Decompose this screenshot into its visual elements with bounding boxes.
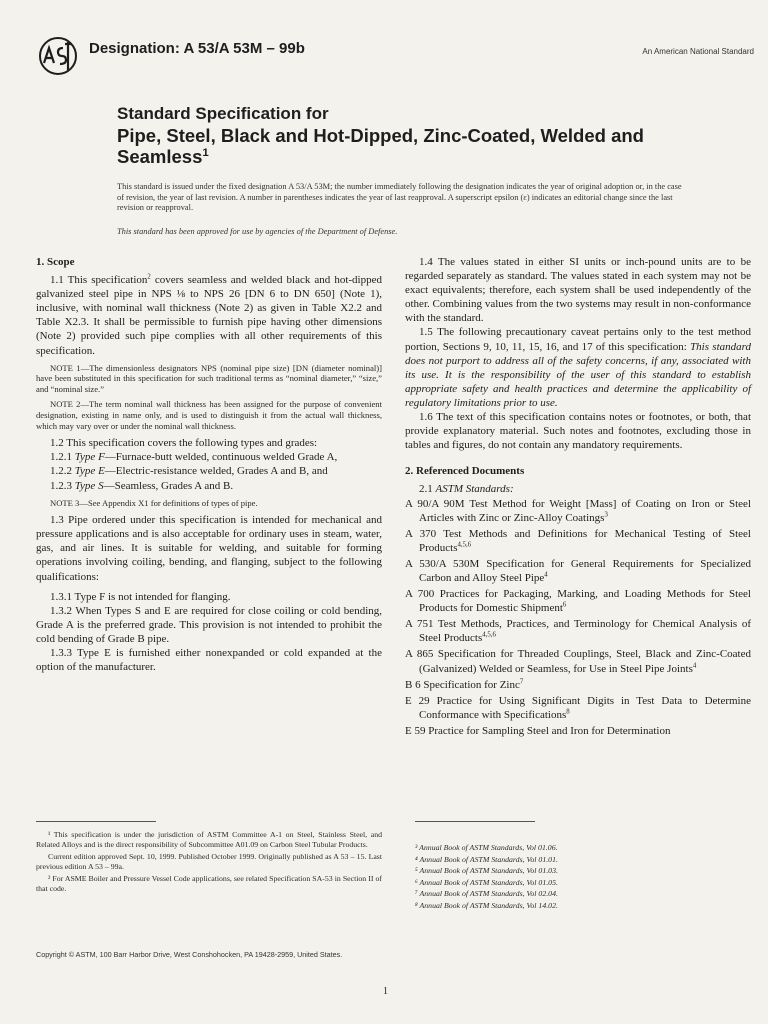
paragraph-1-3-1: 1.3.1 Type F is not intended for flanging. xyxy=(50,590,231,603)
reference-item xyxy=(405,724,751,738)
title-line1: Standard Specification for xyxy=(117,104,329,123)
paragraph-text: 1.2.1 xyxy=(50,451,75,464)
reference-item xyxy=(405,647,751,675)
designation: Designation: A 53/A 53M – 99b xyxy=(89,40,305,57)
footnotes-right xyxy=(415,842,745,912)
reference-footnote-mark: 3 xyxy=(604,510,608,518)
paragraph-1-2-1 xyxy=(36,450,382,464)
astm-standards-label: ASTM Standards: xyxy=(435,483,514,496)
paragraph-text: —Electric-resistance welded, Grades A and B, and xyxy=(104,465,328,478)
paragraph-1-4: 1.4 The values stated in either SI units or inch-pound units are to be regarded separately as standard. The values stated in each system may not be exact equivalents; therefore, each system shall be used independently of the other. Combining values from the two systems may result in non-conformance with the standard. xyxy=(405,256,751,325)
reference-text: E 29 Practice for Using Significant Digits in Test Data to Determine Conformance with Specifications xyxy=(405,694,751,721)
reference-text: A 751 Test Methods, Practices, and Terminology for Chemical Analysis of Steel Products xyxy=(405,618,751,645)
approved-statement: This standard has been approved for use by agencies of the Department of Defense. xyxy=(117,227,398,236)
reference-footnote-mark: 8 xyxy=(566,708,570,716)
footnote-1-edition: Current edition approved Sept. 10, 1999. Published October 1999. Originally published as A 53 – 15. Last previous edition A 53 – 99a. xyxy=(36,852,382,871)
page-number: 1 xyxy=(383,986,388,997)
reference-text: A 530/A 530M Specification for General Requirements for Specialized Carbon and Alloy Steel Pipe xyxy=(405,557,751,584)
right-column xyxy=(405,255,751,740)
note-3: NOTE 3—See Appendix X1 for definitions of types of pipe. xyxy=(50,497,258,508)
paragraph-1-1 xyxy=(36,273,382,358)
paragraph-text: —Furnace-butt welded, continuous welded Grade A, xyxy=(104,451,338,464)
footnote-5: ⁵ Annual Book of ASTM Standards, Vol 01.03. xyxy=(415,866,558,876)
reference-item xyxy=(405,527,751,555)
paragraph-1-2-2 xyxy=(36,464,382,478)
footnote-6: ⁶ Annual Book of ASTM Standards, Vol 01.05. xyxy=(415,877,558,887)
copyright: Copyright © ASTM, 100 Barr Harbor Drive, West Conshohocken, PA 19428-2959, United States. xyxy=(36,950,343,959)
reference-footnote-mark: 4,5,6 xyxy=(457,541,472,549)
footnote-divider xyxy=(36,821,156,822)
reference-item xyxy=(405,694,751,722)
safety-caveat: This standard does not purport to address all of the safety concerns, if any, associated with its use. It is the responsibility of the user of this standard to establish appropriate safety and health practices and determine the applicability of regulatory limitations prior to use. xyxy=(405,340,751,409)
type-label: Type S xyxy=(74,479,104,492)
type-label: Type E xyxy=(74,465,105,478)
reference-footnote-mark: 6 xyxy=(562,601,567,609)
paragraph-1-3-3: 1.3.3 Type E is furnished either nonexpanded or cold expanded at the option of the manufacturer. xyxy=(36,647,382,674)
title-block xyxy=(117,104,737,167)
footnote-mark: 2 xyxy=(147,273,151,281)
reference-item xyxy=(405,678,751,692)
note-2: NOTE 2—The term nominal wall thickness has been assigned for the purpose of convenient designation, existing in name only, and is used to distinguish it from the actual wall thickness, which may vary over or under the nominal wall thickness. xyxy=(36,399,382,431)
paragraph-text: 1.5 The following precautionary caveat pertains only to the test method portion, Sections 9, 10, 11, 15, 16, and 17 of this specification: xyxy=(405,326,751,353)
paragraph-1-6: 1.6 The text of this specification contains notes or footnotes, or both, that provide explanatory material. Such notes and footnotes, excluding those in tables and figures, do not contain any mandatory requirements. xyxy=(405,411,751,452)
paragraph-1-5 xyxy=(405,325,751,410)
reference-footnote-mark: 4 xyxy=(692,661,697,669)
issued-statement: This standard is issued under the fixed designation A 53/A 53M; the number immediately following the designation indicates the year of original adoption or, in the case of revision, the year of last revision. A number in parentheses indicates the year of last reapproval. A superscript epsilon (ε) indicates an editorial change since the last revision or reapproval. xyxy=(117,182,682,212)
referenced-documents-heading: 2. Referenced Documents xyxy=(405,465,525,478)
reference-text: A 700 Practices for Packaging, Marking, and Loading Methods for Steel Products for Domestic Shipment xyxy=(405,588,751,615)
footnote-1: ¹ This specification is under the jurisdiction of ASTM Committee A-1 on Steel, Stainless Steel, and Related Alloys and is the direct responsibility of Subcommittee A01.09 on Carbon Steel Tubular Products. xyxy=(36,830,382,849)
paragraph-text: —Seamless, Grades A and B. xyxy=(103,479,234,492)
reference-item xyxy=(405,497,751,525)
paragraph-1-3: 1.3 Pipe ordered under this specification is intended for mechanical and pressure applications and is also acceptable for ordinary uses in steam, water, gas, and air lines. It is suitable for welding, and suitable for forming operations involving coiling, bending, and flanging, subject to the following qualifications: xyxy=(36,514,382,583)
type-label: Type F xyxy=(74,451,105,464)
paragraph-text: covers seamless and welded black and hot-dipped galvanized steel pipe in NPS ⅛ to NPS 26 [DN 6 to DN 650] (Note 1), inclusive, with nominal wall thickness (Note 2) as given in Table X2.2 and Table X2.3. It shall be permissible to furnish pipe having other dimensions (Note 2) provided such pipe complies with all other requirements of this specification. xyxy=(36,274,382,357)
title-main xyxy=(117,125,737,167)
scope-heading: 1. Scope xyxy=(36,256,75,268)
paragraph-1-2-3 xyxy=(36,479,382,493)
title-footnote-mark: 1 xyxy=(202,146,209,159)
footnotes-left xyxy=(36,830,382,896)
footnote-8: ⁸ Annual Book of ASTM Standards, Vol 14.02. xyxy=(415,900,558,910)
reference-text: A 90/A 90M Test Method for Weight [Mass] of Coating on Iron or Steel Articles with Zinc or Zinc-Alloy Coatings xyxy=(405,497,751,524)
paragraph-1-3-2: 1.3.2 When Types S and E are required for close coiling or cold bending, Grade A is the preferred grade. This provision is not intended to prohibit the cold bending of Grade B pipe. xyxy=(36,604,382,645)
reference-footnote-mark: 4 xyxy=(544,571,548,579)
standard-type: An American National Standard xyxy=(642,47,754,56)
reference-footnote-mark: 7 xyxy=(519,677,524,685)
paragraph-text: 1.2.3 xyxy=(50,479,75,492)
reference-list xyxy=(405,497,751,739)
reference-item xyxy=(405,557,751,585)
paragraph-2-1 xyxy=(405,482,751,496)
reference-text: B 6 Specification for Zinc xyxy=(405,678,520,691)
paragraph-text: 2.1 xyxy=(419,483,436,496)
reference-footnote-mark: 4,5,6 xyxy=(482,631,496,639)
left-column xyxy=(36,255,382,674)
footnote-3: ³ Annual Book of ASTM Standards, Vol 01.06. xyxy=(415,843,558,852)
astm-logo-icon xyxy=(36,36,80,76)
paragraph-1-2: 1.2 This specification covers the following types and grades: xyxy=(50,437,318,450)
reference-item xyxy=(405,587,751,615)
note-1: NOTE 1—The dimensionless designators NPS (nominal pipe size) [DN (diameter nominal)] have been substituted in this specification for such traditional terms as “nominal diameter,” “size,” and “nominal size.” xyxy=(36,362,382,394)
footnote-divider xyxy=(415,821,535,822)
reference-item xyxy=(405,617,751,645)
reference-text: A 370 Test Methods and Definitions for Mechanical Testing of Steel Products xyxy=(405,527,751,554)
title-main-text: Pipe, Steel, Black and Hot-Dipped, Zinc-Coated, Welded and Seamless xyxy=(117,125,644,167)
footnote-4: ⁴ Annual Book of ASTM Standards, Vol 01.01. xyxy=(415,854,558,864)
reference-text: E 59 Practice for Sampling Steel and Iron for Determination xyxy=(405,724,671,737)
paragraph-text: 1.1 This specification xyxy=(50,274,148,287)
footnote-7: ⁷ Annual Book of ASTM Standards, Vol 02.04. xyxy=(415,889,558,899)
paragraph-text: 1.2.2 xyxy=(50,465,75,478)
footnote-2: ² For ASME Boiler and Pressure Vessel Code applications, see related Specification SA-53 in Section II of that code. xyxy=(36,874,382,893)
reference-text: A 865 Specification for Threaded Couplings, Steel, Black and Zinc-Coated (Galvanized) Welded or Seamless, for Use in Steel Pipe Joints xyxy=(405,648,751,675)
